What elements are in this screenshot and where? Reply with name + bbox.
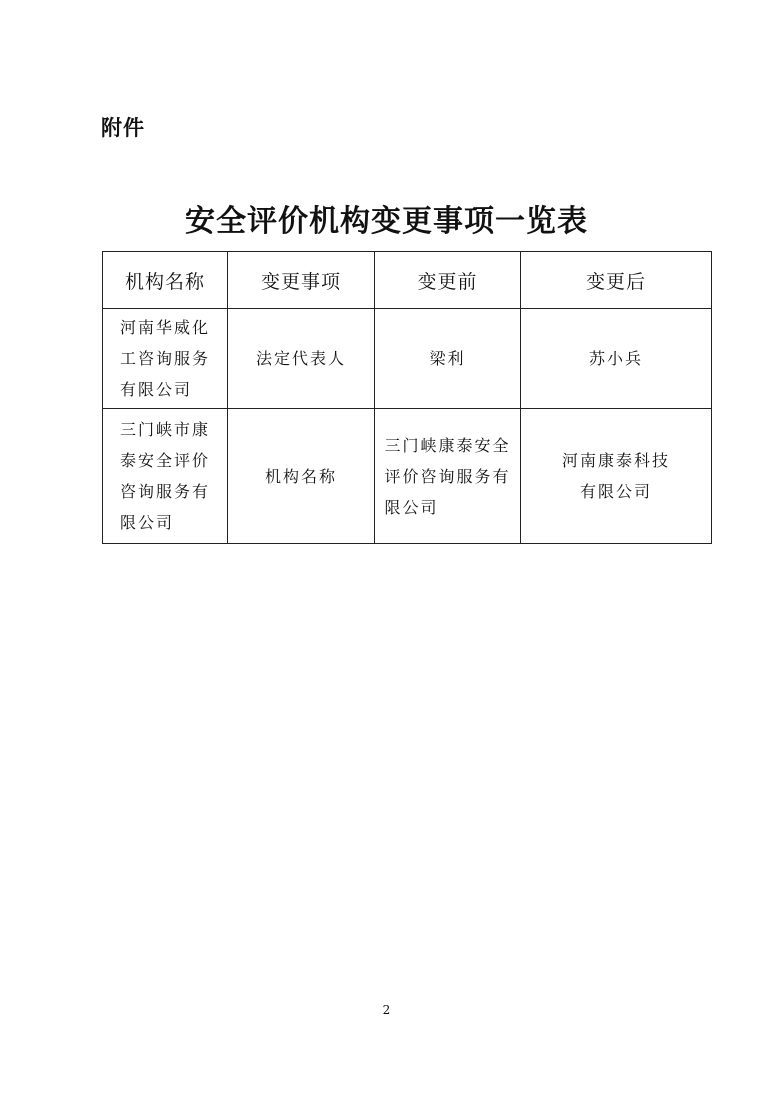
cell-org-name [103,309,228,409]
cell-after [521,409,712,544]
cell-after [521,309,712,409]
header-before: 变更前 [375,252,521,309]
table-row [103,409,712,544]
table-header-row [103,252,712,309]
table-row [103,309,712,409]
change-item-text: 法定代表人 [255,349,346,368]
header-change-item: 变更事项 [228,252,375,309]
changes-table [102,251,712,544]
document-title: 安全评价机构变更事项一览表 [185,204,588,239]
before-text: 梁利 [429,349,466,368]
cell-change-item [228,409,375,544]
header-org-name: 机构名称 [103,252,228,309]
header-after: 变更后 [521,252,712,309]
after-text: 苏小兵 [588,349,643,368]
cell-before [375,409,521,544]
org-name-text: 河南华威化 工咨询服务 有限公司 [119,318,210,399]
attachment-label: 附件 [101,116,145,140]
after-text: 河南康泰科技 有限公司 [561,451,670,501]
before-text: 三门峡康泰安全 评价咨询服务有 限公司 [384,435,511,517]
change-item-text: 机构名称 [264,466,337,486]
org-name-text: 三门峡市康 泰安全评价 咨询服务有 限公司 [119,420,210,532]
page-number: 2 [382,1003,391,1017]
cell-before [375,309,521,409]
cell-org-name [103,409,228,544]
cell-change-item [228,309,375,409]
